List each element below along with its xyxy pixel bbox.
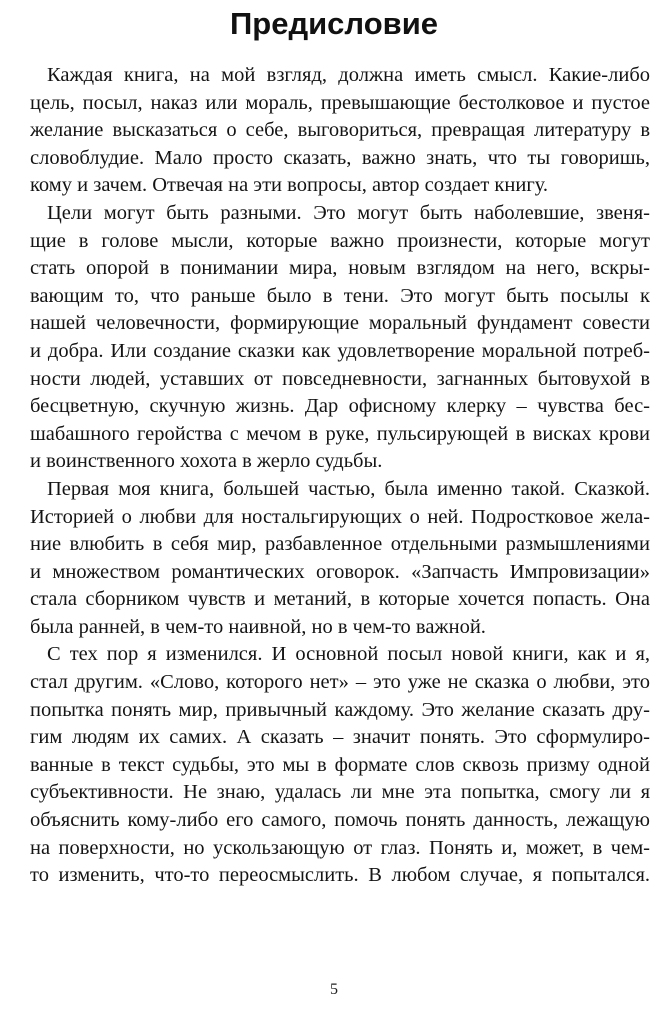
text-line: объяснить кому-либо его самого, помочь понять данность, лежащую [30, 809, 650, 832]
text-line: то изменить, что-то переосмыслить. В любом случае, я попытался. [30, 864, 650, 887]
text-line: словоблудие. Мало просто сказать, важно знать, что ты говоришь, [30, 146, 650, 169]
text-line: вающим то, что раньше было в тени. Это могут быть посылы к [30, 284, 650, 307]
text-line: стала сборником чувств и метаний, в которые хочется попасть. Она [30, 588, 650, 611]
text-line: цель, посыл, наказ или мораль, превышающие бестолковое и пустое [30, 91, 650, 114]
text-line: гим людям их самих. А сказать – значит понять. Это сформулиро- [30, 726, 650, 749]
text-line: желание высказаться о себе, выговориться, превращая литературу в [30, 119, 650, 142]
text-line: и воинственного хохота в жерло судьбы. [30, 450, 383, 473]
page-title: Предисловие [229, 6, 438, 41]
text-line: стать опорой в понимании мира, новым взглядом на него, вскры- [30, 257, 650, 280]
text-line: щие в голове мысли, которые важно произнести, которые могут [30, 229, 650, 252]
paragraph [30, 62, 650, 200]
paragraph [30, 200, 650, 476]
text-line: бесцветную, скучную жизнь. Дар офисному клерку – чувства бес- [30, 395, 650, 418]
text-line: на поверхности, но ускользающую от глаз. Понять и, может, в чем- [30, 836, 650, 859]
text-line: нашей человечности, формирующие моральный фундамент совести [30, 312, 650, 335]
paragraph [30, 476, 650, 642]
text-line: Каждая книга, на мой взгляд, должна иметь смысл. Какие-либо [47, 64, 650, 86]
text-line: шабашного геройства с мечом в руке, пульсирующей в висках крови [30, 422, 650, 445]
text-line: субъективности. Не знаю, удалась ли мне эта попытка, смогу ли я [30, 781, 650, 804]
text-line: и добра. Или создание сказки как удовлетворение моральной потреб- [30, 339, 650, 362]
text-line: ности людей, уставших от повседневности, загнанных бытовухой в [30, 367, 650, 390]
text-line: Цели могут быть разными. Это могут быть наболевшие, звеня- [47, 201, 650, 224]
text-line: С тех пор я изменился. И основной посыл новой книги, как и я, [47, 643, 650, 666]
text-line: Историей о любви для ностальгирующих о ней. Подростковое жела- [30, 505, 650, 528]
text-line: Первая моя книга, большей частью, была именно такой. Сказкой. [47, 477, 650, 500]
paragraph [30, 641, 650, 889]
text-line: кому и зачем. Отвечая на эти вопросы, автор создает книгу. [30, 174, 549, 197]
text-line: попытка понять мир, привычный каждому. Это желание сказать дру- [30, 698, 650, 721]
text-line: стал другим. «Слово, которого нет» – это уже не сказка о любви, это [30, 671, 650, 694]
text-body [30, 62, 650, 890]
text-line: и множеством романтических оговорок. «Запчасть Импровизации» [30, 560, 650, 583]
text-line: ванные в текст судьбы, это мы в формате слов сквозь призму одной [30, 753, 650, 776]
text-line: была ранней, в чем-то наивной, но в чем-то важной. [30, 615, 486, 638]
page-number: 5 [330, 981, 338, 998]
text-line: ние влюбить в себя мир, разбавленное отдельными размышлениями [30, 533, 650, 556]
